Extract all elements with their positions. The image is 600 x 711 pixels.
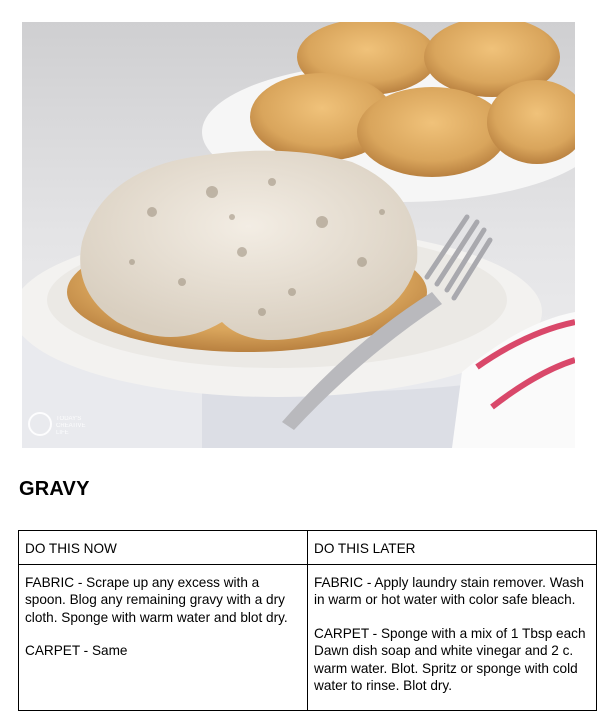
now-fabric-text: FABRIC - Scrape up any excess with a spoon. Blog any remaining gravy with a dry cloth. Sponge with warm water and blot dry. — [25, 574, 288, 625]
svg-text:TODAY'S: TODAY'S — [56, 416, 82, 422]
biscuits-gravy-image — [22, 22, 575, 448]
header-do-this-later: DO THIS LATER — [308, 531, 597, 565]
header-do-this-now: DO THIS NOW — [19, 531, 308, 565]
now-carpet-text: CARPET - Same — [25, 643, 128, 658]
later-cell — [308, 564, 597, 710]
stain-instructions-table — [18, 530, 597, 711]
svg-text:CREATIVE: CREATIVE — [56, 423, 86, 429]
table-row — [19, 564, 597, 710]
now-cell — [19, 564, 308, 710]
page-title: GRAVY — [19, 478, 90, 500]
food-photo — [22, 22, 575, 448]
table-header-row — [19, 531, 597, 565]
later-carpet-text: CARPET - Sponge with a mix of 1 Tbsp each Dawn dish soap and white vinegar and 2 c. warm water. Blot. Spritz or sponge with cold water to rinse. Blot dry. — [314, 625, 586, 693]
svg-text:LIFE: LIFE — [56, 430, 69, 436]
later-fabric-text: FABRIC - Apply laundry stain remover. Wash in warm or hot water with color safe bleach. — [314, 574, 584, 607]
